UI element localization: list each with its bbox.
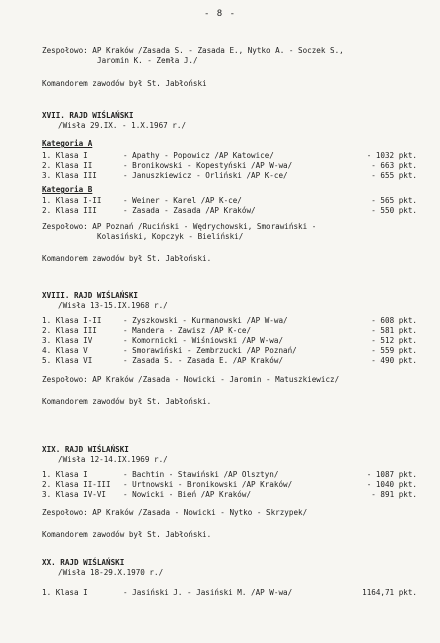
- class-name: 4. Klasa V: [42, 346, 88, 355]
- crew-name: - Zyszkowski - Kurmanowski /AP W-wa/: [123, 316, 288, 325]
- class-name: 1. Klasa I: [42, 470, 88, 479]
- page-number: - 8 -: [203, 9, 237, 19]
- team-result-line: Kolasiński, Kopczyk - Bieliński/: [97, 232, 244, 241]
- crew-name: - Mandera - Zawisz /AP K-ce/: [123, 326, 252, 335]
- result-row: [42, 588, 417, 598]
- result-row: [42, 151, 417, 161]
- rally-date: /Wisła 29.IX. - 1.X.1967 r./: [58, 121, 187, 130]
- crew-name: - Apathy - Popowicz /AP Katowice/: [123, 151, 274, 160]
- points: - 565 pkt.: [371, 196, 417, 205]
- result-row: [42, 206, 417, 216]
- result-row: [42, 326, 417, 336]
- team-result-line: Zespołowo: AP Kraków /Zasada - Nowicki - Nytko - Skrzypek/: [42, 508, 308, 517]
- points: - 663 pkt.: [371, 161, 417, 170]
- class-name: 5. Klasa VI: [42, 356, 93, 365]
- result-row: [42, 161, 417, 171]
- crew-name: - Nowicki - Bień /AP Kraków/: [123, 490, 252, 499]
- points: 1164,71 pkt.: [362, 588, 417, 597]
- result-row: [42, 346, 417, 356]
- crew-name: - Urtnowski - Bronikowski /AP Kraków/: [123, 480, 293, 489]
- points: - 559 pkt.: [371, 346, 417, 355]
- team-result-line: Jaromin K. - Zemła J./: [97, 56, 198, 65]
- category-heading: Kategoria B: [42, 185, 93, 194]
- result-row: [42, 316, 417, 326]
- points: - 1032 pkt.: [366, 151, 417, 160]
- points: - 891 pkt.: [371, 490, 417, 499]
- class-name: 3. Klasa IV: [42, 336, 93, 345]
- commander-line: Komandorem zawodów był St. Jabłoński.: [42, 254, 212, 263]
- class-name: 2. Klasa II-III: [42, 480, 111, 489]
- crew-name: - Januszkiewicz - Orliński /AP K-ce/: [123, 171, 288, 180]
- points: - 550 pkt.: [371, 206, 417, 215]
- class-name: 3. Klasa IV-VI: [42, 490, 107, 499]
- class-name: 2. Klasa III: [42, 326, 97, 335]
- rally-title: XX. RAJD WIŚLAŃSKI: [42, 558, 125, 567]
- crew-name: - Zasada S. - Zasada E. /AP Kraków/: [123, 356, 284, 365]
- rally-date: /Wisła 12-14.IX.1969 r./: [58, 455, 168, 464]
- class-name: 1. Klasa I-II: [42, 196, 102, 205]
- rally-title: XIX. RAJD WIŚLAŃSKI: [42, 445, 129, 454]
- commander-line: Komandorem zawodów był St. Jabłoński.: [42, 397, 212, 406]
- crew-name: - Bronikowski - Kopestyński /AP W-wa/: [123, 161, 293, 170]
- team-result-line: Zespołowo: AP Kraków /Zasada S. - Zasada E., Nytko A. - Soczek S.,: [42, 46, 344, 55]
- category-heading: Kategoria A: [42, 139, 93, 148]
- crew-name: - Weiner - Karel /AP K-ce/: [123, 196, 242, 205]
- team-result-line: Zespołowo: AP Poznań /Ruciński - Wędrychowski, Smorawiński -: [42, 222, 317, 231]
- crew-name: - Bachtin - Stawiński /AP Olsztyn/: [123, 470, 279, 479]
- points: - 581 pkt.: [371, 326, 417, 335]
- rally-date: /Wisła 18-29.X.1970 r./: [58, 568, 164, 577]
- result-row: [42, 356, 417, 366]
- class-name: 1. Klasa I: [42, 151, 88, 160]
- class-name: 1. Klasa I-II: [42, 316, 102, 325]
- commander-line: Komandorem zawodów był St. Jabłoński.: [42, 530, 212, 539]
- rally-title: XVIII. RAJD WIŚLAŃSKI: [42, 291, 139, 300]
- points: - 490 pkt.: [371, 356, 417, 365]
- result-row: [42, 336, 417, 346]
- points: - 655 pkt.: [371, 171, 417, 180]
- crew-name: - Smorawiński - Zembrzucki /AP Poznań/: [123, 346, 297, 355]
- class-name: 1. Klasa I: [42, 588, 88, 597]
- crew-name: - Komornicki - Wiśniowski /AP W-wa/: [123, 336, 284, 345]
- result-row: [42, 470, 417, 480]
- commander-line: Komandorem zawodów był St. Jabłoński: [42, 79, 207, 88]
- rally-date: /Wisła 13-15.IX.1968 r./: [58, 301, 168, 310]
- result-row: [42, 480, 417, 490]
- class-name: 2. Klasa III: [42, 206, 97, 215]
- points: - 608 pkt.: [371, 316, 417, 325]
- rally-title: XVII. RAJD WIŚLAŃSKI: [42, 111, 134, 120]
- points: - 512 pkt.: [371, 336, 417, 345]
- team-result-line: Zespołowo: AP Kraków /Zasada - Nowicki - Jaromin - Matuszkiewicz/: [42, 375, 340, 384]
- result-row: [42, 171, 417, 181]
- result-row: [42, 196, 417, 206]
- crew-name: - Zasada - Zasada /AP Kraków/: [123, 206, 256, 215]
- crew-name: - Jasiński J. - Jasiński M. /AP W-wa/: [123, 588, 293, 597]
- class-name: 3. Klasa III: [42, 171, 97, 180]
- result-row: [42, 490, 417, 500]
- points: - 1040 pkt.: [366, 480, 417, 489]
- points: - 1087 pkt.: [366, 470, 417, 479]
- class-name: 2. Klasa II: [42, 161, 93, 170]
